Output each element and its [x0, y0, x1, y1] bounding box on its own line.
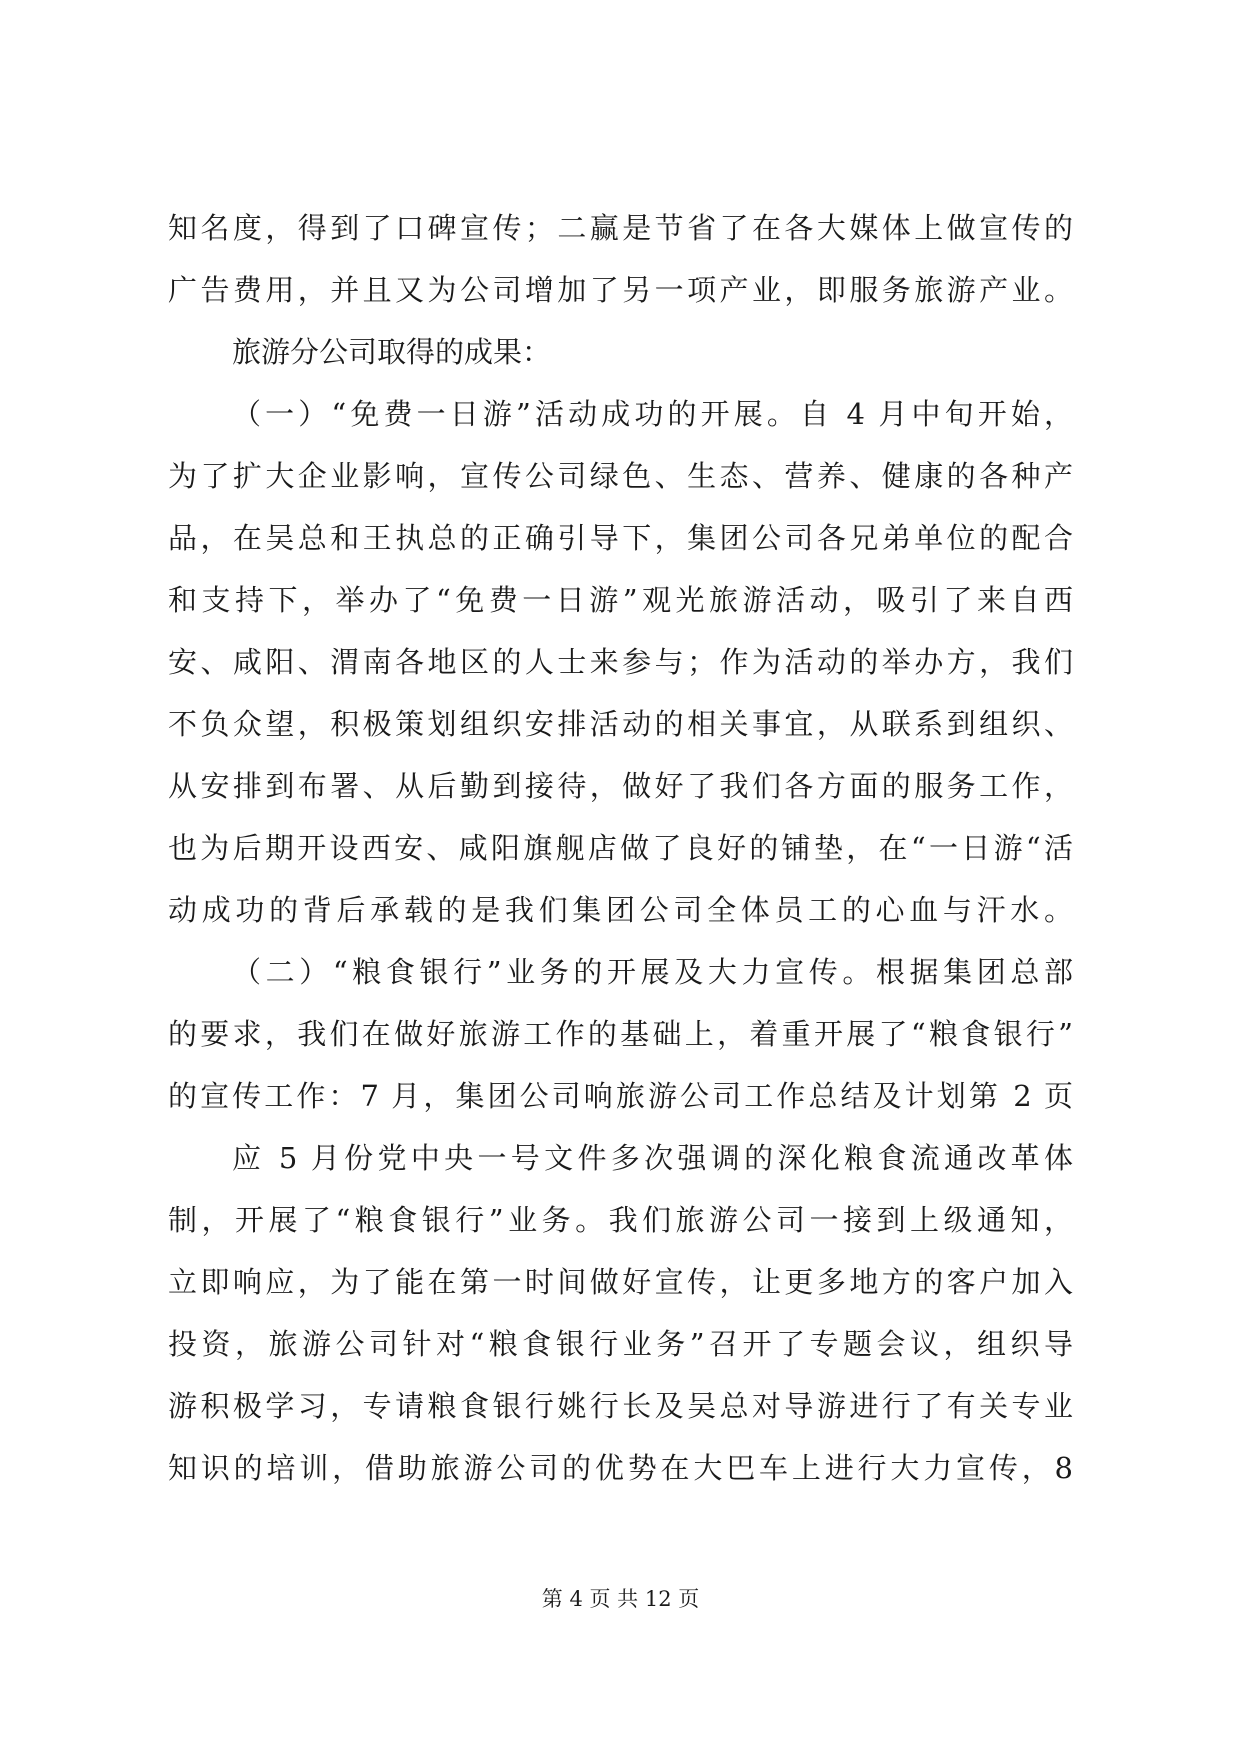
body-line-1: 知名度，得到了口碑宣传；二赢是节省了在各大媒体上做宣传的 [168, 211, 1073, 245]
body-line-12: 动成功的背后承载的是我们集团公司全体员工的心血与汗水。 [168, 893, 1073, 927]
body-line-11: 也为后期开设西安、咸阳旗舰店做了良好的铺垫，在“一日游“活 [168, 831, 1073, 865]
body-line-21: 知识的培训，借助旅游公司的优势在大巴车上进行大力宣传，8 [168, 1451, 1073, 1485]
body-line-16: 应 5 月份党中央一号文件多次强调的深化粮食流通改革体 [232, 1141, 1073, 1175]
body-line-4: （一）“免费一日游”活动成功的开展。自 4 月中旬开始， [232, 397, 1073, 431]
body-line-15: 的宣传工作：7 月，集团公司响旅游公司工作总结及计划第 2 页 [168, 1079, 1073, 1113]
body-line-20: 游积极学习，专请粮食银行姚行长及吴总对导游进行了有关专业 [168, 1389, 1073, 1423]
body-line-18: 立即响应，为了能在第一时间做好宣传，让更多地方的客户加入 [168, 1265, 1073, 1299]
body-line-8: 安、咸阳、渭南各地区的人士来参与；作为活动的举办方，我们 [168, 645, 1073, 679]
body-line-6: 品，在吴总和王执总的正确引导下，集团公司各兄弟单位的配合 [168, 521, 1073, 555]
page-number-footer: 第 4 页 共 12 页 [541, 1587, 700, 1611]
body-line-17: 制，开展了“粮食银行”业务。我们旅游公司一接到上级通知， [168, 1203, 1073, 1237]
body-line-5: 为了扩大企业影响，宣传公司绿色、生态、营养、健康的各种产 [168, 459, 1073, 493]
body-line-13: （二）“粮食银行”业务的开展及大力宣传。根据集团总部 [232, 955, 1073, 989]
body-line-2: 广告费用，并且又为公司增加了另一项产业，即服务旅游产业。 [168, 273, 1073, 307]
body-line-10: 从安排到布署、从后勤到接待，做好了我们各方面的服务工作， [168, 769, 1073, 803]
body-line-19: 投资，旅游公司针对“粮食银行业务”召开了专题会议，组织导 [168, 1327, 1073, 1361]
body-line-9: 不负众望，积极策划组织安排活动的相关事宜，从联系到组织、 [168, 707, 1073, 741]
body-line-14: 的要求，我们在做好旅游工作的基础上，着重开展了“粮食银行” [168, 1017, 1073, 1051]
section-heading: 旅游分公司取得的成果： [232, 335, 552, 369]
body-line-7: 和支持下，举办了“免费一日游”观光旅游活动，吸引了来自西 [168, 583, 1073, 617]
